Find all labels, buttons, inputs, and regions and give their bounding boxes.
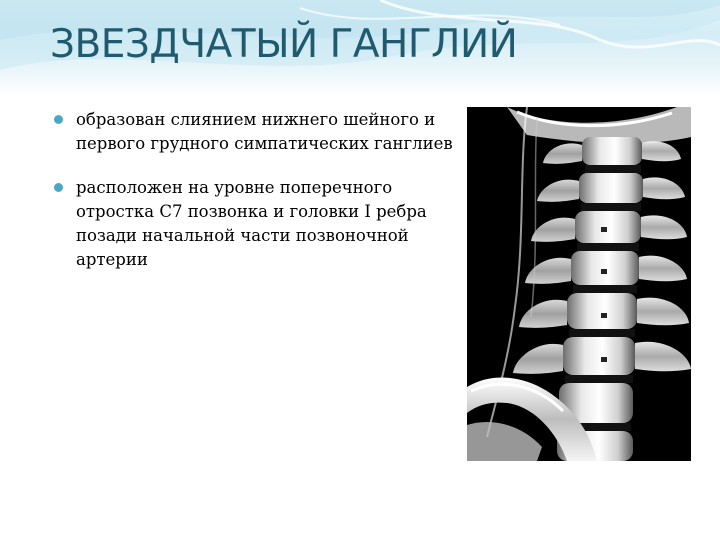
bullet-item	[48, 108, 460, 156]
bullet-dot-icon	[54, 183, 63, 192]
slide-title: ЗВЕЗДЧАТЫЙ ГАНГЛИЙ	[50, 22, 518, 67]
bullet-item	[48, 176, 460, 272]
bullet-dot-icon	[54, 115, 63, 124]
bullet-text: образован слиянием нижнего шейного и первого грудного симпатических ганглиев	[76, 110, 453, 153]
cervical-spine-xray-image	[467, 107, 691, 461]
bullet-text: расположен на уровне поперечного отростка С7 позвонка и головки I ребра позади начальной части позвоночной артерии	[76, 178, 427, 269]
spine-illustration	[467, 107, 691, 461]
bullet-list	[48, 108, 460, 292]
